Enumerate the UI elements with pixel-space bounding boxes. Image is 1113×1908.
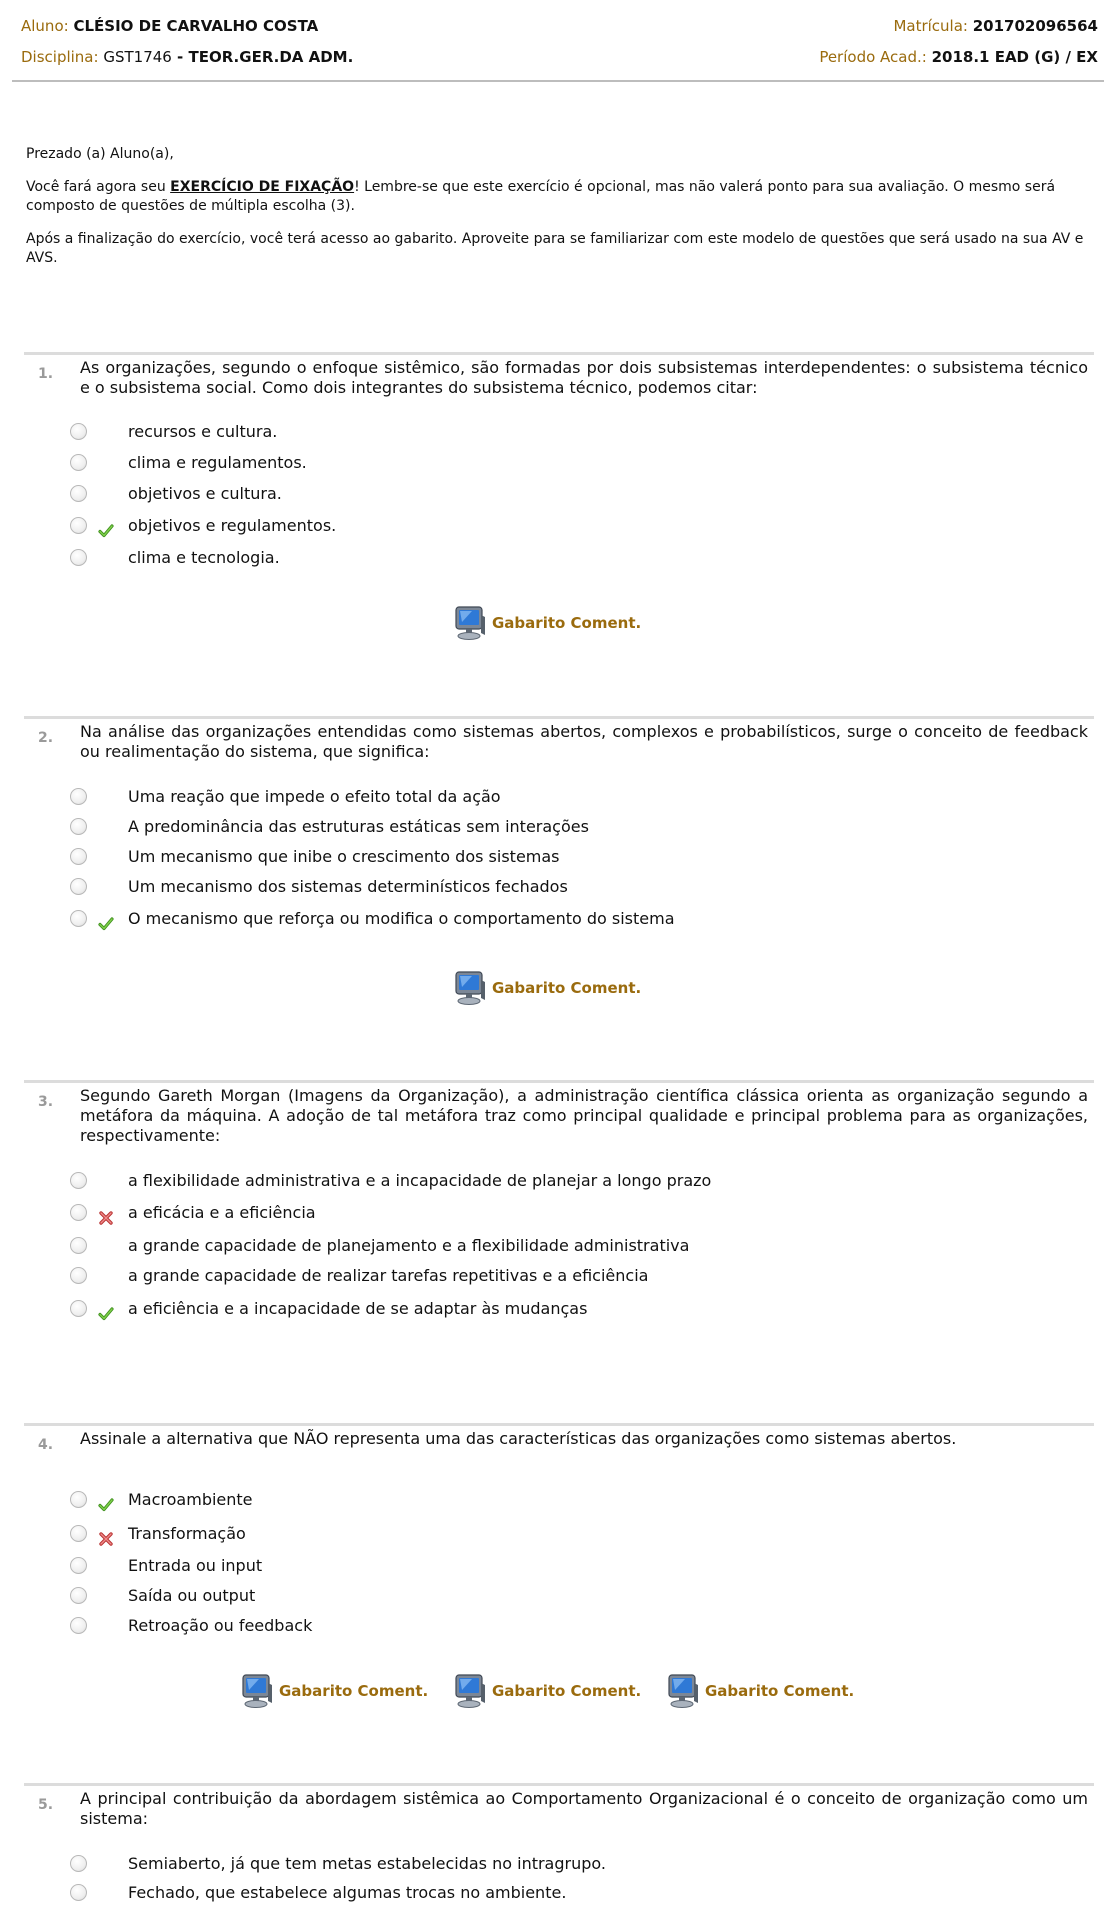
- question-text: Segundo Gareth Morgan (Imagens da Organização), a administração científica clássica orienta as organização segundo a metáfora da máquina. A adoção de tal metáfora traz como principal qualidade e principal problema para as organizações, respectivamente:: [80, 1086, 1088, 1145]
- answer-option[interactable]: [70, 483, 1030, 509]
- answer-option[interactable]: [70, 876, 1030, 902]
- option-text: Semiaberto, já que tem metas estabelecidas no intragrupo.: [128, 1854, 606, 1873]
- answer-option[interactable]: [70, 452, 1030, 478]
- answer-option[interactable]: [70, 1853, 1030, 1879]
- intro-greeting: Prezado (a) Aluno(a),: [26, 146, 174, 162]
- answer-option[interactable]: [70, 1555, 1030, 1581]
- answer-option[interactable]: [70, 786, 1030, 812]
- gabarito-comentado-link[interactable]: [454, 1671, 641, 1711]
- option-text: Uma reação que impede o efeito total da ação: [128, 787, 501, 806]
- question-number: 5.: [38, 1797, 54, 1813]
- option-radio[interactable]: [70, 1237, 87, 1254]
- option-radio[interactable]: [70, 878, 87, 895]
- question-text: A principal contribuição da abordagem sistêmica ao Comportamento Organizacional é o conceito de organização como um sistema:: [80, 1789, 1088, 1828]
- option-radio[interactable]: [70, 423, 87, 440]
- option-text: A predominância das estruturas estáticas sem interações: [128, 817, 589, 836]
- computer-icon: [454, 1673, 486, 1709]
- option-radio[interactable]: [70, 1204, 87, 1221]
- option-text: Um mecanismo dos sistemas determinísticos fechados: [128, 877, 568, 896]
- student-info: [21, 15, 318, 37]
- option-radio[interactable]: [70, 549, 87, 566]
- gabarito-label: Gabarito Coment.: [705, 1682, 855, 1700]
- option-radio[interactable]: [70, 1267, 87, 1284]
- computer-icon: [241, 1673, 273, 1709]
- question-number: 2.: [38, 730, 54, 746]
- option-text: a flexibilidade administrativa e a incapacidade de planejar a longo prazo: [128, 1171, 712, 1190]
- option-radio[interactable]: [70, 1617, 87, 1634]
- answer-option[interactable]: [70, 908, 1030, 934]
- option-radio[interactable]: [70, 1491, 87, 1508]
- question-text: Assinale a alternativa que NÃO representa uma das características das organizações como sistemas abertos.: [80, 1429, 957, 1448]
- matricula-label: Matrícula:: [893, 17, 968, 35]
- question-separator: [24, 352, 1094, 355]
- intro-text: [26, 145, 1090, 282]
- option-radio[interactable]: [70, 517, 87, 534]
- option-text: Entrada ou input: [128, 1556, 263, 1575]
- periodo-label: Período Acad.:: [819, 48, 927, 66]
- option-radio[interactable]: [70, 1172, 87, 1189]
- option-text: O mecanismo que reforça ou modifica o comportamento do sistema: [128, 909, 675, 928]
- answer-option[interactable]: [70, 1489, 1030, 1515]
- periodo-value: 2018.1 EAD (G) / EX: [931, 48, 1098, 66]
- correct-check-icon: [98, 523, 114, 539]
- option-text: Transformação: [128, 1524, 246, 1543]
- answer-option[interactable]: [70, 547, 1030, 573]
- student-header: [0, 0, 1113, 82]
- option-text: Macroambiente: [128, 1490, 253, 1509]
- gabarito-label: Gabarito Coment.: [492, 614, 642, 632]
- intro-highlight: EXERCÍCIO DE FIXAÇÃO: [170, 179, 355, 195]
- option-text: recursos e cultura.: [128, 422, 278, 441]
- header-row-1: [21, 15, 1098, 37]
- option-text: objetivos e regulamentos.: [128, 516, 337, 535]
- option-radio[interactable]: [70, 485, 87, 502]
- option-text: clima e regulamentos.: [128, 453, 307, 472]
- computer-icon: [454, 970, 486, 1006]
- option-radio[interactable]: [70, 788, 87, 805]
- aluno-label: Aluno:: [21, 17, 69, 35]
- question-text: Na análise das organizações entendidas como sistemas abertos, complexos e probabilísticos, surge o conceito de feedback ou realimentação do sistema, que significa:: [80, 722, 1088, 761]
- correct-check-icon: [98, 1306, 114, 1322]
- question-separator: [24, 716, 1094, 719]
- option-text: Fechado, que estabelece algumas trocas no ambiente.: [128, 1883, 567, 1902]
- option-text: objetivos e cultura.: [128, 484, 282, 503]
- option-radio[interactable]: [70, 818, 87, 835]
- wrong-x-icon: [98, 1531, 114, 1547]
- intro-paragraph-2: Após a finalização do exercício, você terá acesso ao gabarito. Aproveite para se familiarizar com este modelo de questões que será usado na sua AV e AVS.: [26, 231, 1084, 266]
- answer-option[interactable]: [70, 846, 1030, 872]
- disciplina-separator: -: [171, 48, 189, 66]
- gabarito-comentado-link[interactable]: [454, 603, 641, 643]
- option-text: Retroação ou feedback: [128, 1616, 313, 1635]
- gabarito-comentado-link[interactable]: [667, 1671, 854, 1711]
- option-radio[interactable]: [70, 454, 87, 471]
- answer-option[interactable]: [70, 1202, 1030, 1228]
- answer-option[interactable]: [70, 1265, 1030, 1291]
- option-radio[interactable]: [70, 1884, 87, 1901]
- answer-option[interactable]: [70, 1523, 1030, 1549]
- option-text: a eficiência e a incapacidade de se adaptar às mudanças: [128, 1299, 588, 1318]
- periodo-info: [819, 46, 1098, 68]
- question-number: 1.: [38, 366, 54, 382]
- option-radio[interactable]: [70, 1300, 87, 1317]
- option-radio[interactable]: [70, 1855, 87, 1872]
- question-number: 3.: [38, 1094, 54, 1110]
- question-text: As organizações, segundo o enfoque sistêmico, são formadas por dois subsistemas interdependentes: o subsistema técnico e o subsistema social. Como dois integrantes do subsistema técnico, podemos citar:: [80, 358, 1088, 397]
- option-radio[interactable]: [70, 1525, 87, 1542]
- disciplina-info: [21, 46, 353, 68]
- answer-option[interactable]: [70, 1170, 1030, 1196]
- answer-option[interactable]: [70, 816, 1030, 842]
- question-separator: [24, 1423, 1094, 1426]
- option-text: Um mecanismo que inibe o crescimento dos sistemas: [128, 847, 560, 866]
- gabarito-label: Gabarito Coment.: [279, 1682, 429, 1700]
- option-radio[interactable]: [70, 910, 87, 927]
- correct-check-icon: [98, 1497, 114, 1513]
- option-radio[interactable]: [70, 1557, 87, 1574]
- option-radio[interactable]: [70, 1587, 87, 1604]
- answer-option[interactable]: [70, 1882, 1030, 1908]
- aluno-name: CLÉSIO DE CARVALHO COSTA: [73, 17, 319, 35]
- option-text: a eficácia e a eficiência: [128, 1203, 316, 1222]
- wrong-x-icon: [98, 1210, 114, 1226]
- answer-option[interactable]: [70, 515, 1030, 541]
- intro-p1-pre: Você fará agora seu: [26, 179, 171, 195]
- gabarito-comentado-link[interactable]: [454, 968, 641, 1008]
- header-divider: [12, 80, 1104, 82]
- answer-option[interactable]: [70, 1298, 1030, 1324]
- question-separator: [24, 1080, 1094, 1083]
- question-separator: [24, 1783, 1094, 1786]
- disciplina-code: GST1746: [103, 48, 172, 66]
- answer-option[interactable]: [70, 1615, 1030, 1641]
- gabarito-label: Gabarito Coment.: [492, 979, 642, 997]
- intro-paragraph-1: [26, 178, 1090, 216]
- gabarito-comentado-link[interactable]: [241, 1671, 428, 1711]
- option-text: Saída ou output: [128, 1586, 256, 1605]
- answer-option[interactable]: [70, 1235, 1030, 1261]
- matricula-value: 201702096564: [972, 17, 1098, 35]
- option-text: a grande capacidade de realizar tarefas repetitivas e a eficiência: [128, 1266, 649, 1285]
- gabarito-label: Gabarito Coment.: [492, 1682, 642, 1700]
- option-radio[interactable]: [70, 848, 87, 865]
- disciplina-name: TEOR.GER.DA ADM.: [188, 48, 354, 66]
- computer-icon: [667, 1673, 699, 1709]
- computer-icon: [454, 605, 486, 641]
- matricula-info: [893, 15, 1098, 37]
- option-text: clima e tecnologia.: [128, 548, 280, 567]
- option-text: a grande capacidade de planejamento e a flexibilidade administrativa: [128, 1236, 690, 1255]
- answer-option[interactable]: [70, 1585, 1030, 1611]
- correct-check-icon: [98, 916, 114, 932]
- answer-option[interactable]: [70, 421, 1030, 447]
- question-number: 4.: [38, 1437, 54, 1453]
- disciplina-label: Disciplina:: [21, 48, 99, 66]
- intro-p1-post: ! Lembre-se que este exercício é opcional, mas não valerá ponto para sua avaliação. O mesmo será composto de questões de múltipla escolha (3).: [26, 179, 1056, 214]
- header-row-2: [21, 46, 1098, 68]
